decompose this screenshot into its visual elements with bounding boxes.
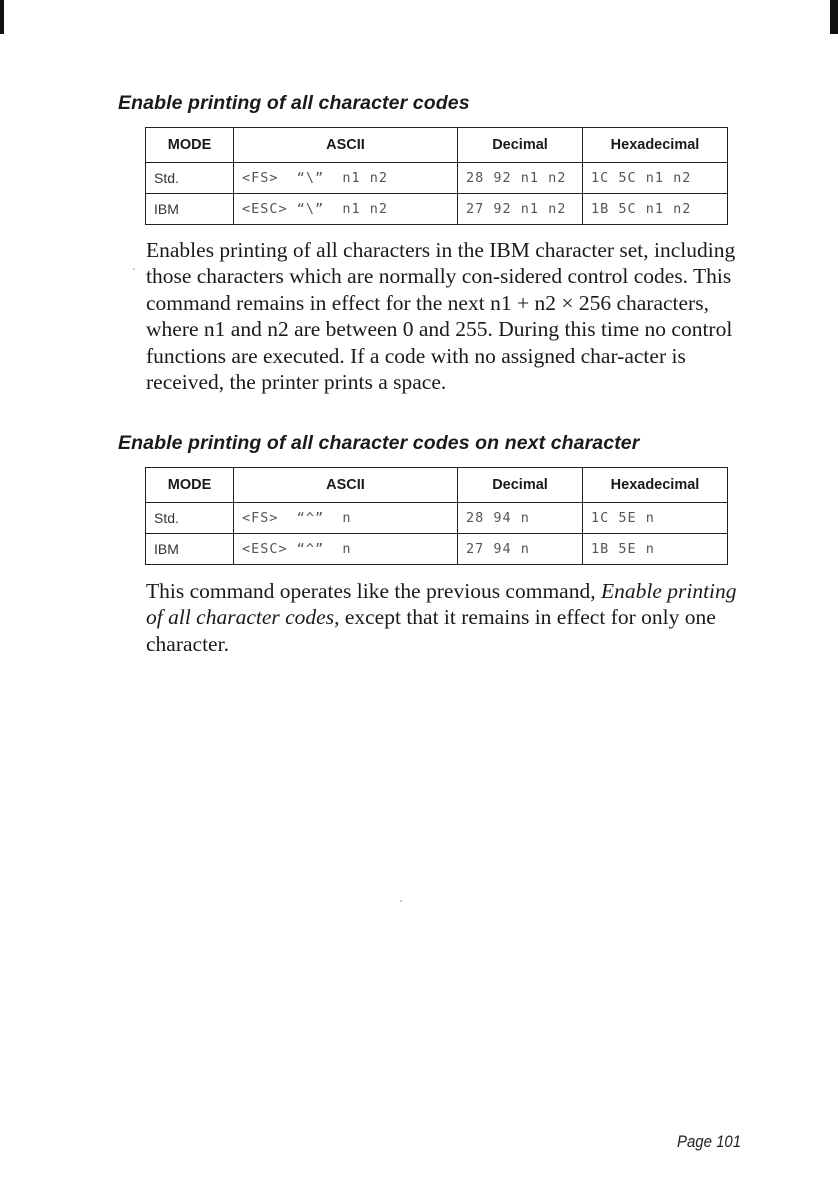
scan-edge-right bbox=[830, 0, 838, 34]
hex-cell: 1B 5E n bbox=[583, 534, 728, 565]
ascii-cell: <ESC> “\” n1 n2 bbox=[234, 194, 458, 225]
hex-cell: 1B 5C n1 n2 bbox=[583, 194, 728, 225]
table-header-row bbox=[146, 128, 728, 163]
table-header-row bbox=[146, 468, 728, 503]
mode-cell: Std. bbox=[146, 163, 234, 194]
command-table bbox=[145, 467, 728, 565]
table-row bbox=[146, 503, 728, 534]
scan-speck bbox=[400, 900, 402, 902]
mode-cell: Std. bbox=[146, 503, 234, 534]
decimal-cell: 27 94 n bbox=[458, 534, 583, 565]
col-header-decimal: Decimal bbox=[458, 128, 583, 163]
table-row bbox=[146, 194, 728, 225]
scan-edge-left bbox=[0, 0, 4, 34]
command-table bbox=[145, 127, 728, 225]
mode-cell: IBM bbox=[146, 194, 234, 225]
decimal-cell: 28 94 n bbox=[458, 503, 583, 534]
table-row bbox=[146, 534, 728, 565]
paragraph-text: This command operates like the previous command, bbox=[146, 579, 596, 603]
section-heading: Enable printing of all character codes on next character bbox=[118, 432, 640, 454]
col-header-ascii: ASCII bbox=[234, 128, 458, 163]
hex-cell: 1C 5C n1 n2 bbox=[583, 163, 728, 194]
page-number: Page 101 bbox=[677, 1132, 742, 1151]
ascii-cell: <FS> “^” n bbox=[234, 503, 458, 534]
decimal-cell: 28 92 n1 n2 bbox=[458, 163, 583, 194]
scan-speck bbox=[133, 268, 135, 270]
mode-cell: IBM bbox=[146, 534, 234, 565]
col-header-decimal: Decimal bbox=[458, 468, 583, 503]
section-heading: Enable printing of all character codes bbox=[118, 92, 470, 114]
command-reference: Enable printing of all character codes bbox=[146, 579, 737, 630]
col-header-hex: Hexadecimal bbox=[583, 128, 728, 163]
ascii-cell: <FS> “\” n1 n2 bbox=[234, 163, 458, 194]
col-header-mode: MODE bbox=[146, 468, 234, 503]
col-header-mode: MODE bbox=[146, 128, 234, 163]
ascii-cell: <ESC> “^” n bbox=[234, 534, 458, 565]
description-paragraph: Enables printing of all characters in the IBM character set, including those characters which are normally con-sidered control codes. This command remains in effect for the next n1 + n2 × 256 characters, where n1 and n2 are between 0 and 255. During this time no control functions are executed. If a code with no assigned char-acter is received, the printer prints a space. bbox=[146, 238, 736, 395]
paragraph-text: , except that it remains in effect for only one character. bbox=[146, 605, 716, 656]
description-paragraph bbox=[146, 578, 746, 657]
table-row bbox=[146, 163, 728, 194]
decimal-cell: 27 92 n1 n2 bbox=[458, 194, 583, 225]
col-header-hex: Hexadecimal bbox=[583, 468, 728, 503]
col-header-ascii: ASCII bbox=[234, 468, 458, 503]
hex-cell: 1C 5E n bbox=[583, 503, 728, 534]
